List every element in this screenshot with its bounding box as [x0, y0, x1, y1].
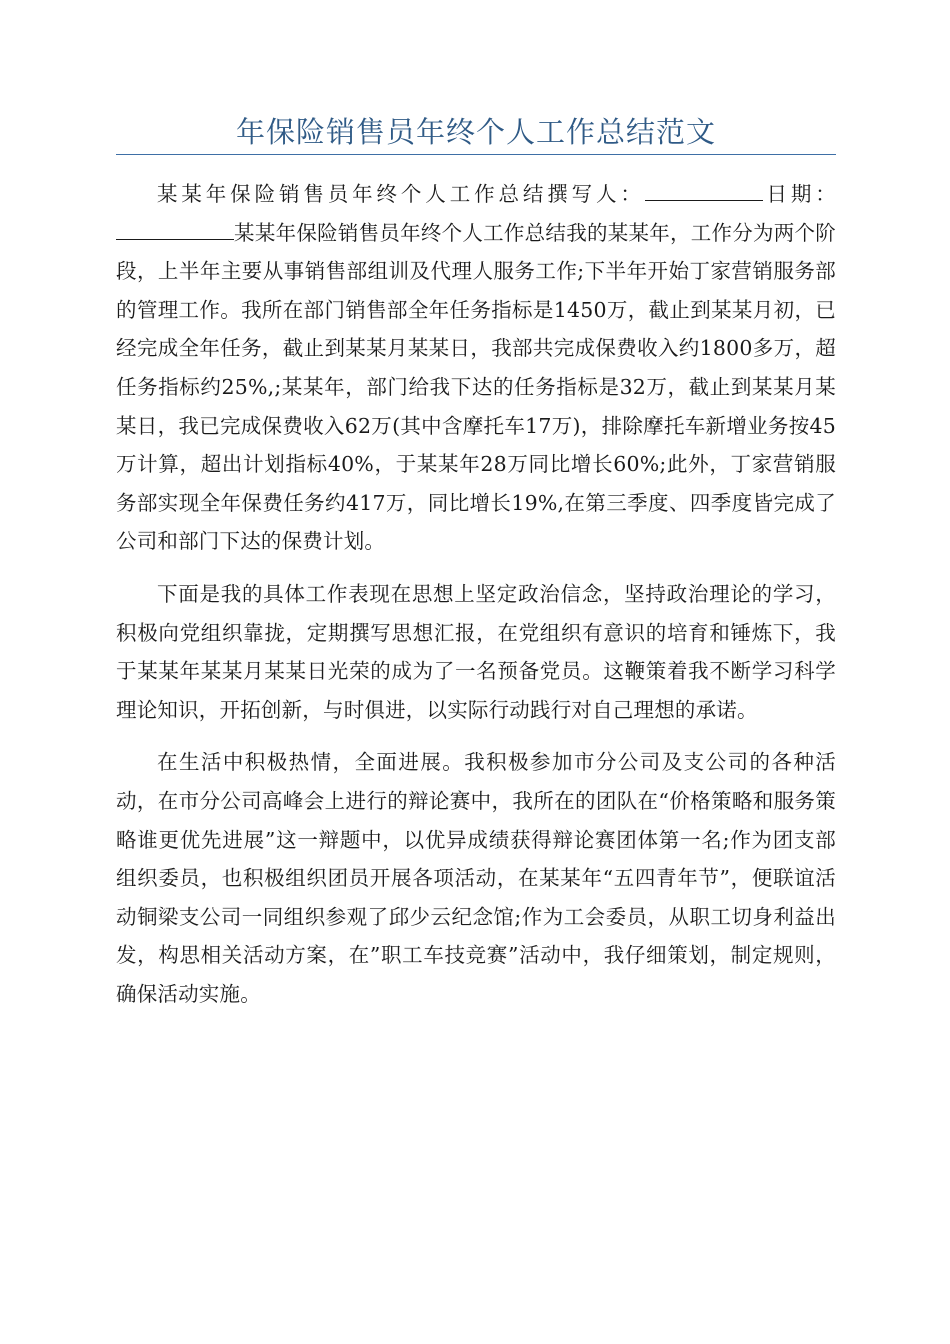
author-label: 某某年保险销售员年终个人工作总结撰写人：: [157, 182, 645, 206]
date-blank: [116, 238, 234, 240]
document-title: 年保险销售员年终个人工作总结范文: [235, 115, 716, 149]
paragraph-1-text: 某某年保险销售员年终个人工作总结我的某某年，工作分为两个阶段，上半年主要从事销售部组训及代理人服务工作;下半年开始丁家营销服务部的管理工作。我所在部门销售部全年任务指标是1450万，截止到某某月初，已经完成全年任务，截止到某某月某某日，我部共完成保费收入约1800多万，超任务指标约25%,;某某年，部门给我下达的任务指标是32万，截止到某某月某某日，我已完成保费收入62万(其中含摩托车17万)，排除摩托车新增业务按45万计算，超出计划指标40%，于某某年28万同比增长60%;此外，丁家营销服务部实现全年保费任务约417万，同比增长19%,在第三季度、四季度皆完成了公司和部门下达的保费计划。: [116, 220, 836, 554]
paragraph-3: 在生活中积极热情，全面进展。我积极参加市分公司及支公司的各种活动，在市分公司高峰会上进行的辩论赛中，我所在的团队在“价格策略和服务策略谁更优先进展”这一辩题中，以优异成绩获得辩论赛团体第一名;作为团支部组织委员，也积极组织团员开展各项活动，在某某年“五四青年节”，便联谊活动铜梁支公司一同组织参观了邱少云纪念馆;作为工会委员，从职工切身利益出发，构思相关活动方案，在”职工车技竞赛”活动中，我仔细策划，制定规则，确保活动实施。: [116, 750, 836, 1006]
paragraph-2: 下面是我的具体工作表现在思想上坚定政治信念，坚持政治理论的学习，积极向党组织靠拢，定期撰写思想汇报，在党组织有意识的培育和锤炼下，我于某某年某某月某某日光荣的成为了一名预备党员。这鞭策着我不断学习科学理论知识，开拓创新，与时俱进，以实际行动践行对自己理想的承诺。: [116, 581, 836, 722]
date-label: 日期：: [762, 182, 837, 206]
title-underline: [116, 154, 836, 155]
paragraph-1: [116, 175, 836, 561]
author-blank: [645, 199, 763, 201]
document-body: [116, 175, 836, 1013]
